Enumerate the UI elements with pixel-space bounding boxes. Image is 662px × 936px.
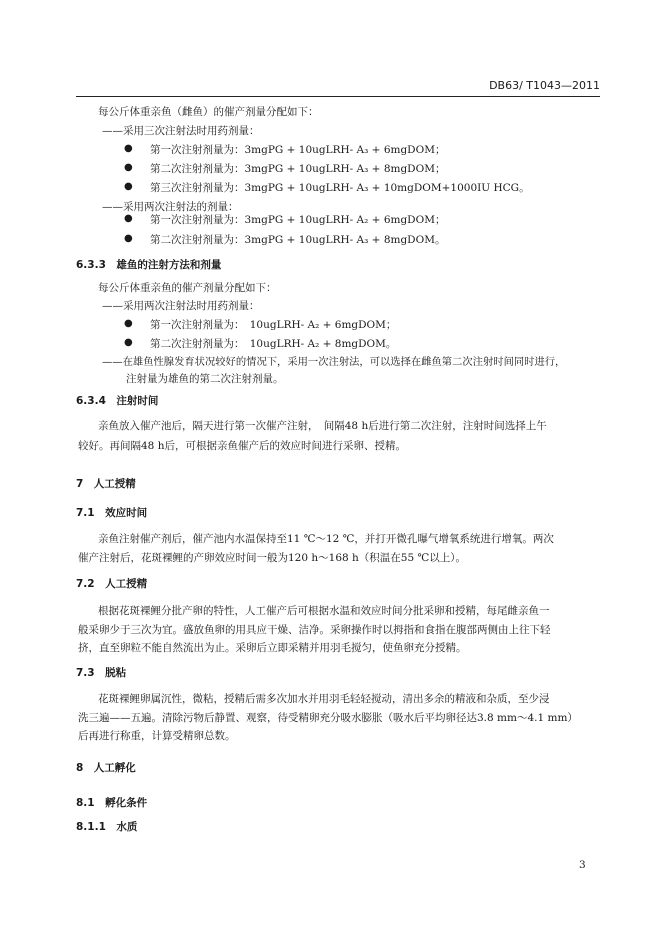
male-injection-item: 第二次注射剂量为： 10ugLRH- A₂ + 8mgDOM。 xyxy=(150,338,397,350)
bullet-icon: ● xyxy=(124,233,133,244)
two-injection-item: 第二次注射剂量为：3mgPG + 10ugLRH- A₃ + 8mgDOM。 xyxy=(150,234,446,246)
three-injection-item: 第一次注射剂量为：3mgPG + 10ugLRH- A₃ + 6mgDOM； xyxy=(150,144,446,156)
document-code: DB63/ T1043—2011 xyxy=(489,79,600,92)
bullet-icon: ● xyxy=(124,143,133,154)
section-heading-6-3-3: 6.3.3 雄鱼的注射方法和剂量 xyxy=(76,259,222,271)
male-dose-intro: 每公斤体重亲鱼的催产剂量分配如下： xyxy=(98,282,277,294)
paragraph-line: 花斑裸鲤卵属沉性，微粘，授精后需多次加水并用羽毛轻轻搅动，清出多余的精液和杂质，至少浸 xyxy=(98,693,550,705)
section-heading-8-1-1: 8.1.1 水质 xyxy=(76,821,138,833)
bullet-icon: ● xyxy=(124,337,133,348)
paragraph-line: 挤，直至卵粒不能自然流出为止。采卵后立即采精并用羽毛搅匀，使鱼卵充分授精。 xyxy=(78,642,467,654)
section-heading-7-1: 7.1 效应时间 xyxy=(76,507,148,519)
bullet-icon: ● xyxy=(124,162,133,173)
section-heading-8: 8 人工孵化 xyxy=(76,762,136,774)
bullet-icon: ● xyxy=(124,318,133,329)
section-heading-7: 7 人工授精 xyxy=(76,478,136,490)
page-number: 3 xyxy=(579,859,586,871)
paragraph-line: 较好。再间隔48 h后，可根据亲鱼催产后的效应时间进行采卵、授精。 xyxy=(78,440,406,452)
paragraph-line: 催产注射后，花斑裸鲤的产卵效应时间一般为120 h～168 h（积温在55 ℃以上）。 xyxy=(78,552,466,564)
section-heading-7-2: 7.2 人工授精 xyxy=(76,578,148,590)
paragraph-line: 洗三遍——五遍。清除污物后静置、观察，待受精卵充分吸水膨胀（吸水后平均卵径达3.8 mm～4.1 mm） xyxy=(78,712,578,724)
two-injection-label: ——采用两次注射法的剂量： xyxy=(102,201,239,213)
three-injection-item: 第三次注射剂量为：3mgPG + 10ugLRH- A₃ + 10mgDOM+1000IU HCG。 xyxy=(150,182,530,194)
paragraph-line: 亲鱼注射催产剂后，催产池内水温保持至11 ℃～12 ℃，并打开微孔曝气增氧系统进行增氧。两次 xyxy=(98,533,554,545)
male-injection-item: 第一次注射剂量为： 10ugLRH- A₂ + 6mgDOM； xyxy=(150,319,397,331)
male-note-line: 注射量为雄鱼的第二次注射剂量。 xyxy=(126,373,284,385)
three-injection-label: ——采用三次注射法时用药剂量： xyxy=(102,125,260,137)
section-heading-8-1: 8.1 孵化条件 xyxy=(76,797,148,809)
paragraph-line: 根据花斑裸鲤分批产卵的特性，人工催产后可根据水温和效应时间分批采卵和授精，每尾雌亲鱼一 xyxy=(98,605,550,617)
male-two-injection-label: ——采用两次注射法时用药剂量： xyxy=(102,300,260,312)
section-heading-6-3-4: 6.3.4 注射时间 xyxy=(76,395,159,407)
male-note-line: ——在雄鱼性腺发育状况较好的情况下，采用一次注射法，可以选择在雌鱼第二次注射时间同时进行， xyxy=(102,356,566,368)
bullet-icon: ● xyxy=(124,213,133,224)
header-rule xyxy=(76,96,600,97)
paragraph-line: 后再进行称重，计算受精卵总数。 xyxy=(78,730,236,742)
paragraph-line: 般采卵少于三次为宜。盛放鱼卵的用具应干燥、洁净。采卵操作时以拇指和食指在腹部两侧由上往下轻 xyxy=(78,624,551,636)
paragraph-line: 亲鱼放入催产池后，隔天进行第一次催产注射， 间隔48 h后进行第二次注射，注射时间选择上午 xyxy=(98,420,547,432)
two-injection-item: 第一次注射剂量为：3mgPG + 10ugLRH- A₂ + 6mgDOM； xyxy=(150,214,446,226)
three-injection-item: 第二次注射剂量为：3mgPG + 10ugLRH- A₃ + 8mgDOM； xyxy=(150,163,446,175)
female-dose-intro: 每公斤体重亲鱼（雌鱼）的催产剂量分配如下： xyxy=(98,106,319,118)
section-heading-7-3: 7.3 脱粘 xyxy=(76,667,127,679)
bullet-icon: ● xyxy=(124,181,133,192)
